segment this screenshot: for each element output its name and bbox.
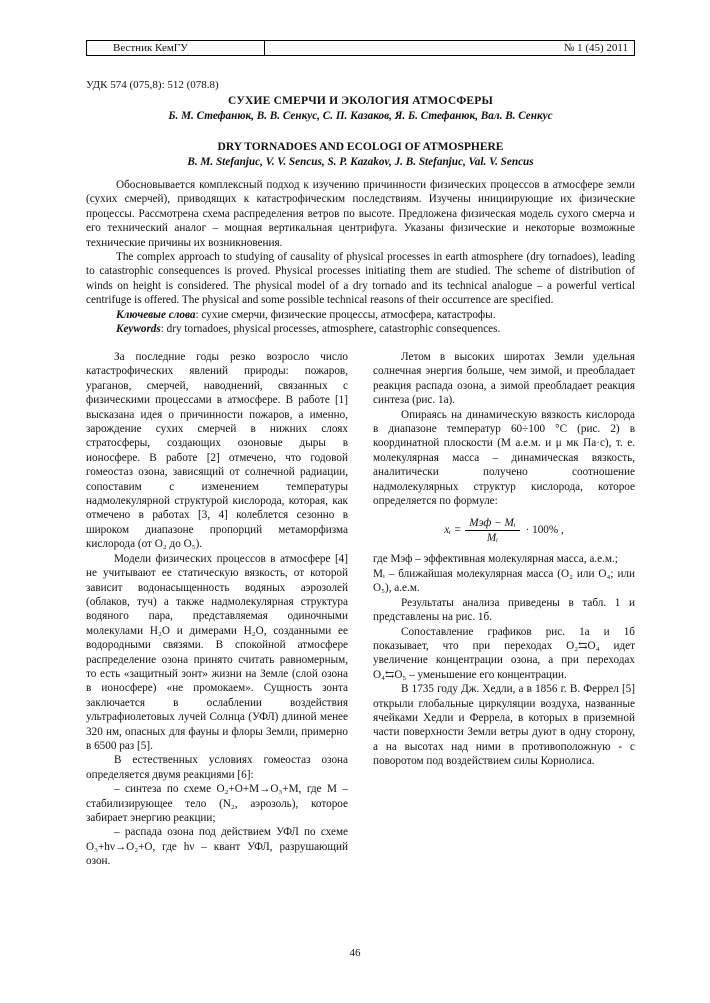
keywords-russian [86, 308, 635, 322]
journal-header [86, 40, 635, 56]
paragraph: Mᵢ – ближайшая молекулярная масса (O₂ или O₄; или O₅), а.е.м. [373, 567, 635, 595]
formula-fraction [465, 516, 519, 546]
paragraph: Летом в высоких широтах Земли удельная солнечная энергия больше, чем зимой, и преобладает реакция распада озона, а зимой преобладает реакция синтеза (рис. 1а). [373, 351, 635, 407]
paragraph: Сопоставление графиков рис. 1а и 1б показывает, что при переходах O₂⇆O₄ идет увеличение концентрации озона, а при переходах O₄⇆O₅ – уменьшение его концентрации. [373, 625, 635, 681]
formula-numerator: Mэф − Mᵢ [465, 516, 519, 531]
body-column-right [373, 350, 635, 769]
paragraph: Результаты анализа приведены в табл. 1 и представлены на рис. 1б. [373, 596, 635, 624]
page-number: 46 [349, 947, 361, 959]
paragraph: В естественных условиях гомеостаз озона определяется двумя реакциями [6]: [86, 754, 348, 781]
abstract [86, 178, 635, 336]
formula-lhs: xᵢ = [444, 524, 462, 537]
keywords-ru-text: : сухие смерчи, физические процессы, атмосфера, катастрофы. [195, 308, 496, 321]
title-english: DRY TORNADOES AND ECOLOGI OF ATMOSPHERE [217, 141, 504, 153]
keywords-ru-label: Ключевые слова [116, 308, 196, 321]
formula-denominator: Mᵢ [486, 531, 498, 544]
paragraph: В 1735 году Дж. Хедли, а в 1856 г. В. Феррел [5] открыли глобальные циркуляции воздуха, названные ячейками Хедли и Феррела, в которых в приземной части поверхности Земли ветры дуют в одну сторону, а на высотах над ними в противоположную - с поворотом под воздействием силы Кориолиса. [373, 683, 635, 768]
header-divider [264, 40, 265, 56]
authors-russian: Б. М. Стефанюк, В. В. Сенкус, С. П. Казаков, Я. Б. Стефанюк, Вал. В. Сенкус [168, 110, 553, 122]
keywords-english [86, 322, 635, 336]
title-russian: СУХИЕ СМЕРЧИ И ЭКОЛОГИЯ АТМОСФЕРЫ [227, 95, 494, 107]
journal-issue: № 1 (45) 2011 [563, 42, 628, 54]
paragraph: Модели физических процессов в атмосфере [4] не учитывают ее статическую вязкость, от которой зависит водонасыщенность водяных аэрозолей (облаков, туч) а также надмолекулярная структура водяного пара, представляемая одиночными молекулами H₂O и димерами H₂O, созданными ее водородными связями. В спокойной атмосфере распределение озона принято считать равномерным, то есть «защитный зонт» жизни на Земле (слой озона в ионосфере) «не промокаем». Сущность зонта заключается в ослаблении воздействия ультрафиолетовых лучей Солнца (УФЛ) длиной менее 320 нм, опасных для фауны и флоры Земли, примерно в 6500 раз [5]. [86, 552, 348, 752]
udk-code: УДК 574 (075,8): 512 (078.8) [86, 79, 219, 91]
authors-english: B. M. Stefanjuc, V. V. Sencus, S. P. Kazakov, J. B. Stefanjuc, Val. V. Sencus [187, 156, 534, 168]
keywords-en-text: : dry tornadoes, physical processes, atmosphere, catastrophic consequences. [160, 323, 501, 336]
keywords-en-label: Keywords [116, 323, 161, 336]
paragraph: – распада озона под действием УФЛ по схеме O₃+hν→O₂+O, где hν – квант УФЛ, разрушающий озон. [86, 826, 348, 868]
journal-name: Вестник КемГУ [113, 42, 188, 54]
abstract-english: The complex approach to studying of causality of physical processes in earth atmosphere (dry tornadoes), leading to catastrophic consequences is proved. Physical processes initiating them are studied. The scheme of distribution of winds on height is considered. The physical model of a dry tornado and its technical analogue – a powerful vertical centrifuge is offered. The physical and some possible technical reasons of their occurrence are specified. [86, 251, 635, 307]
paragraph: Опираясь на динамическую вязкость кислорода в диапазоне температур 60÷100 °С (рис. 2) в координатной плоскости (M а.е.м. и μ мк Па·с), т. е. молекулярная масса – динамическая вязкость, аналитически получено соотношение надмолекулярных структур кислорода, которое определяется по формуле: [373, 408, 635, 508]
paragraph: – синтеза по схеме O₂+O+M→O₃+M, где M – стабилизирующее тело (N₂, аэрозоль), которое забирает энергию реакции; [86, 783, 348, 824]
paragraph: За последние годы резко возросло число катастрофических явлений природы: пожаров, ураганов, смерчей, наводнений, связанных с физическими процессами в атмосфере. В работе [1] высказана идея о причинности пожаров, а именно, зарождение сухих смерчей в нижних слоях стратосферы, создающих озоновые дыры в ионосфере. В работе [2] отмечено, что годовой гомеостаз озона, зависящий от солнечной радиации, сопоставим с изменением температуры надмолекулярной структурой кислорода, которая, как отмечено в работах [3, 4] колеблется сезонно в широком диапазоне пропорций метаморфизма кислорода (от O₂ до O₅). [86, 351, 348, 551]
paragraph: где Mэф – эффективная молекулярная масса, а.е.м.; [373, 553, 618, 566]
abstract-russian: Обосновывается комплексный подход к изучению причинности физических процессов в атмосфере земли (сухих смерчей), приводящих к катастрофическим последствиям. Изучены инициирующие их физические процессы. Рассмотрена схема распределения ветров по высоте. Предложена физическая модель сухого смерча и его технический аналог – мощная вертикальная центрифуга. Указаны физические и некоторые возможные технические причины их возникновения. [86, 179, 635, 249]
body-column-left [86, 350, 348, 869]
formula [373, 510, 635, 550]
formula-rest: · 100% , [525, 524, 564, 537]
